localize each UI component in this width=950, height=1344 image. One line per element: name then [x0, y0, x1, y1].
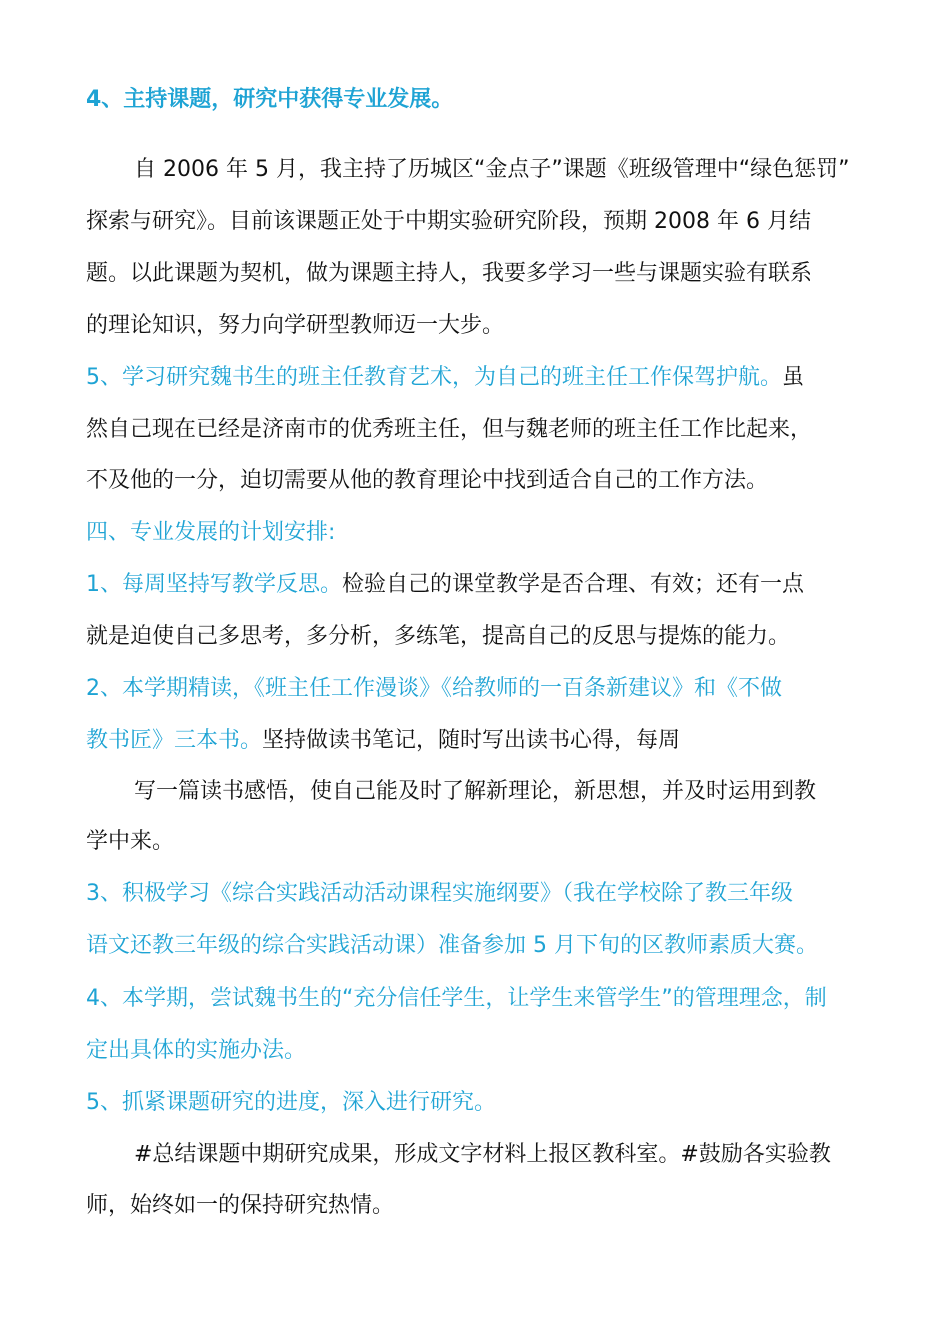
paragraph-line: 写一篇读书感悟，使自己能及时了解新理论，新思想，并及时运用到教 [134, 779, 817, 804]
paragraph-line: 师，始终如一的保持研究热情。 [86, 1193, 395, 1218]
paragraph-line: 不及他的一分，迫切需要从他的教育理论中找到适合自己的工作方法。 [86, 468, 769, 493]
section-four-title: 四、专业发展的计划安排: [86, 520, 336, 545]
plan-1-heading: 1、每周坚持写教学反思。 [86, 572, 342, 597]
item-5-line [86, 362, 876, 394]
plan-2-text: 坚持做读书笔记，随时写出读书心得，每周 [262, 728, 681, 753]
plan-2-heading: 2、本学期精读，《班主任工作漫谈》《给教师的一百条新建议》和《不做 [86, 676, 782, 701]
paragraph-line: 题。以此课题为契机，做为课题主持人，我要多学习一些与课题实验有联系 [86, 261, 813, 286]
paragraph-line: 自 2006 年 5 月，我主持了历城区“金点子”课题《班级管理中“绿色惩罚” [134, 157, 850, 182]
item-5-heading-tail: 虽 [782, 365, 805, 390]
paragraph-line: #总结课题中期研究成果，形成文字材料上报区教科室。#鼓励各实验教 [134, 1142, 831, 1167]
paragraph-line: 学中来。 [86, 829, 175, 854]
paragraph-line: 的理论知识，努力向学研型教师迈一大步。 [86, 313, 505, 338]
paragraph-line: 探索与研究》。目前该课题正处于中期实验研究阶段，预期 2008 年 6 月结 [86, 209, 811, 234]
item-5-heading: 5、学习研究魏书生的班主任教育艺术，为自己的班主任工作保驾护航。 [86, 365, 782, 390]
plan-3-line: 3、积极学习《综合实践活动活动课程实施纲要》（我在学校除了教三年级 [86, 881, 793, 906]
section-4-title: 4、主持课题，研究中获得专业发展。 [86, 87, 454, 112]
paragraph-line: 就是迫使自己多思考，多分析，多练笔，提高自己的反思与提炼的能力。 [86, 624, 791, 649]
plan-4-line: 定出具体的实施办法。 [86, 1038, 307, 1063]
plan-2-line [86, 725, 876, 757]
plan-4-line: 4、本学期，尝试魏书生的“充分信任学生，让学生来管学生”的管理理念，制 [86, 986, 827, 1011]
plan-3-line: 语文还教三年级的综合实践活动课）准备参加 5 月下旬的区教师素质大赛。 [86, 933, 818, 958]
plan-1-text: 检验自己的课堂教学是否合理、有效；还有一点 [342, 572, 805, 597]
plan-5-heading: 5、抓紧课题研究的进度，深入进行研究。 [86, 1090, 496, 1115]
plan-2-heading-end: 教书匠》三本书。 [86, 728, 263, 753]
plan-1-line [86, 569, 876, 601]
paragraph-line: 然自己现在已经是济南市的优秀班主任，但与魏老师的班主任工作比起来， [86, 417, 813, 442]
